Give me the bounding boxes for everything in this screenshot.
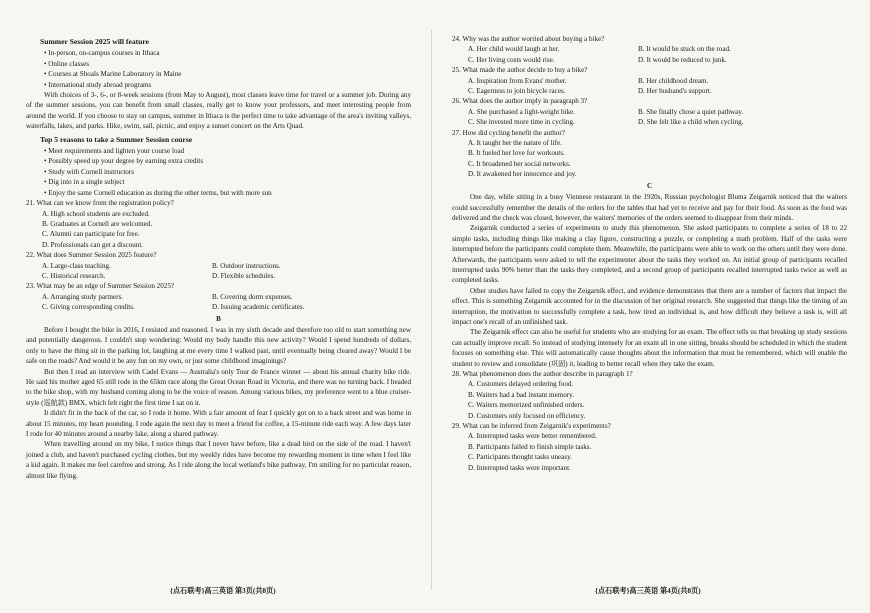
question-29: 29. What can be inferred from Zeigarnik's experiments?: [452, 422, 611, 431]
question-26: 26. What does the author imply in paragraph 3?: [452, 97, 588, 106]
question-25: 25. What made the author decide to buy a bike?: [452, 66, 588, 75]
passage-b-paragraph: When travelling around on my bike, I notice things that I never have before, like a dead bird on the side of the road. I haven't joined a club, and haven't purchased cycling clothes, but my weekly rides have become my rewarding moment in time when I feel like a kid again. It makes me feel carefree and strong. As I ride along the local wetland's bike pathway, I'm smiling for no particular reason, almost like flying.: [26, 440, 411, 480]
option: C. Waiters memorized unfinished orders.: [468, 401, 585, 410]
passage-c-paragraph: Other studies have failed to copy the Zeigarnik effect, and evidence demonstrates that there are a number of factors that impact the effect. This is something Zeigarnik accounted for in the discussion of her original research. She suggested that things like the timing of an interruption, the motivation to successfully complete a task, how tired an individual is, and how difficult they believe a task is, will all impact one's recall of an unfinished task.: [452, 286, 847, 326]
passage-b-paragraph: Before I bought the bike in 2016, I resisted and reasoned. I was in my sixth decade and therefore too old to start something new and potentially dangerous. I couldn't stop wondering: Would my body handle this new activity? Would I spend hundreds of dollars, only to have the thing sit in the parking lot, laughing at me every time I walked past, until eventually being cleared away? Would I be safe on the roads? And would it be any fun on my own, or just some childhood imaginings?: [26, 325, 411, 366]
option: D. It would be reduced to junk.: [638, 55, 727, 64]
option: D. Interrupted tasks were important.: [468, 463, 571, 472]
option: A. Arranging study partners.: [42, 292, 123, 301]
option-row: [468, 117, 847, 127]
passage-c-paragraph: Zeigarnik conducted a series of experiments to study this phenomenon. She asked participants to complete a series of 18 to 22 simple tasks, including things like making a clay figure, constructing a puzzle, or completing a math problem. Half of the tasks were interrupted before the participants could complete them. Meanwhile, the participants were able to work on the others until they were done. Afterwards, the participants were asked to tell the experimenter about the tasks they worked on. An initial group of participants recalled interrupted tasks 90% better than the tasks they completed, and a second group of participants recalled interrupted tasks twice as well as completed tasks.: [452, 224, 847, 285]
option: A. Her child would laugh at her.: [468, 45, 560, 54]
option-row: [42, 292, 411, 302]
option: B. Graduates at Cornell are welcomed.: [42, 219, 153, 228]
option: B. It would be stuck on the road.: [638, 45, 731, 54]
right-column: [452, 34, 847, 473]
question-21: 21. What can we know from the registration policy?: [26, 199, 174, 208]
option: D. Flexible schedules.: [212, 271, 276, 280]
feature-item: • Online classes: [44, 59, 411, 69]
reason-item: • Meet requirements and lighten your course load: [44, 146, 411, 156]
passage-c-paragraph: One day, while sitting in a busy Viennese restaurant in the 1920s, Russian psychologist Bluma Zeigarnik noticed that the waiters could successfully remember the details of the orders for the tables that had yet to receive and pay for their food. As soon as the food was delivered and the check was closed, however, the waiters' memories of the orders seemed to disappear from their minds.: [452, 193, 847, 222]
section-b-heading: B: [216, 314, 221, 323]
option: B. She finally chose a quiet pathway.: [638, 107, 744, 116]
option: B. Waiters had a bad instant memory.: [468, 390, 575, 399]
option: B. Outdoor instructions.: [212, 261, 281, 270]
question-27: 27. How did cycling benefit the author?: [452, 128, 565, 137]
option: A. Customers delayed ordering food.: [468, 380, 574, 389]
page-footer-right: {点石联考}高三英语 第4页(共8页): [595, 587, 701, 595]
reason-item: • Possibly speed up your degree by earning extra credits: [44, 156, 411, 166]
question-28: 28. What phenomenon does the author describe in paragraph 1?: [452, 370, 633, 378]
option: D. Professionals can get a discount.: [42, 240, 144, 249]
passage-a-title: Summer Session 2025 will feature: [40, 37, 149, 46]
option: A. Large-class teaching.: [42, 261, 111, 270]
option: C. She invested more time in cycling.: [468, 118, 575, 127]
option-row: [42, 271, 411, 281]
option: A. Interrupted tasks were better remembered.: [468, 432, 597, 441]
feature-item: • International study abroad programs: [44, 80, 411, 90]
option: C. Alumni can participate for free.: [42, 230, 140, 239]
option-row: [468, 107, 847, 117]
feature-item: • Courses at Shoals Marine Laboratory in Maine: [44, 69, 411, 79]
reason-item: • Dig into in a single subject: [44, 177, 411, 187]
option: D. Issuing academic certificates.: [212, 303, 305, 312]
option: D. She felt like a child when cycling.: [638, 118, 744, 127]
left-column: [26, 34, 411, 481]
option: A. Inspiration from Evans' mother.: [468, 76, 567, 85]
option: B. It fueled her love for workouts.: [468, 149, 565, 158]
option: B. Covering dorm expenses.: [212, 292, 293, 301]
option-row: [42, 302, 411, 312]
question-22: 22. What does Summer Session 2025 feature?: [26, 251, 157, 260]
option: B. Participants failed to finish simple tasks.: [468, 442, 592, 451]
option: D. It awakened her innocence and joy.: [468, 170, 577, 179]
option: A. It taught her the nature of life.: [468, 139, 562, 148]
option: B. Her childhood dream.: [638, 76, 709, 85]
reasons-title: Top 5 reasons to take a Summer Session course: [40, 134, 193, 144]
page-divider: [431, 30, 432, 590]
option: C. It broadened her social networks.: [468, 159, 571, 168]
option-row: [468, 76, 847, 86]
option: C. Giving corresponding credits.: [42, 303, 135, 312]
option-row: [42, 261, 411, 271]
section-c-heading: C: [646, 181, 653, 190]
option: A. High school students are excluded.: [42, 209, 150, 218]
question-23: 23. What may be an edge of Summer Session 2025?: [26, 282, 175, 291]
option-row: [468, 86, 847, 96]
option: C. Eagerness to join bicycle races.: [468, 87, 566, 96]
feature-item: • In-person, on-campus courses in Ithaca: [44, 48, 411, 58]
option: D. Customers only focused on efficiency.: [468, 411, 586, 420]
option: C. Historical research.: [42, 271, 106, 280]
question-24: 24. Why was the author worried about buying a bike?: [452, 35, 605, 43]
reason-item: • Enjoy the same Cornell education as during the other terms, but with more sun: [44, 188, 411, 198]
passage-c-paragraph: The Zeigarnik effect can also be useful for students who are studying for an exam. The effect tells us that breaking up study sessions can actually improve recall. So instead of studying intensely for an exam all in one sitting, breaks should be scheduled in which the student focuses on something else. This will automatically cause thoughts about the information that must be remembered, which will enable the student to review and consolidate (巩固) it, leading to better recall when they take the exam.: [452, 328, 847, 368]
intro-paragraph: With choices of 3-, 6-, or 8-week sessions (from May to August), most classes leave time for travel or a summer job. During any of the summer sessions, you can benefit from small classes, really get to know your professors, and meet interesting people from around the world. If you choose to stay on campus, summer in Ithaca is the perfect time to take advantage of the area's inviting valleys, waterfalls, lakes, and parks. Hike, swim, sail, picnic, and enjoy a sunset concert on the Arts Quad.: [26, 91, 411, 131]
option: A. She purchased a light-weight bike.: [468, 107, 575, 116]
passage-b-paragraph: But then I read an interview with Cadel Evans — Australia's only Tour de France winner — about his annual charity bike ride. He said his mother aged 65 still rode in the 65km race along the Great Ocean Road in Victoria, and there was no turning back. I headed to the bike shop, with my husband coming along to be the voice of reason. Among various bikes, my preference went to a blue cruiser-style (巡航款) BMX, which felt right the first time I sat on it.: [26, 367, 411, 407]
option: C. Her living costs would rise.: [468, 55, 555, 64]
option-row: [468, 55, 847, 65]
passage-b-paragraph: It didn't fit in the back of the car, so I rode it home. With a fair amount of fear I quickly got on to a back street and was home in about 15 minutes, my heart pounding. I rode again the next day to meet a friend for coffee, a 15-minute ride each way. A few days later I rode for 40 minutes around a nearby lake, along a shared pathway.: [26, 409, 411, 439]
option-row: [468, 44, 847, 54]
option: D. Her husband's support.: [638, 87, 712, 96]
page-footer-left: {点石联考}高三英语 第3页(共8页): [170, 587, 276, 595]
option: C. Participants thought tasks uneasy.: [468, 453, 572, 462]
reason-item: • Study with Cornell instructors: [44, 167, 411, 177]
